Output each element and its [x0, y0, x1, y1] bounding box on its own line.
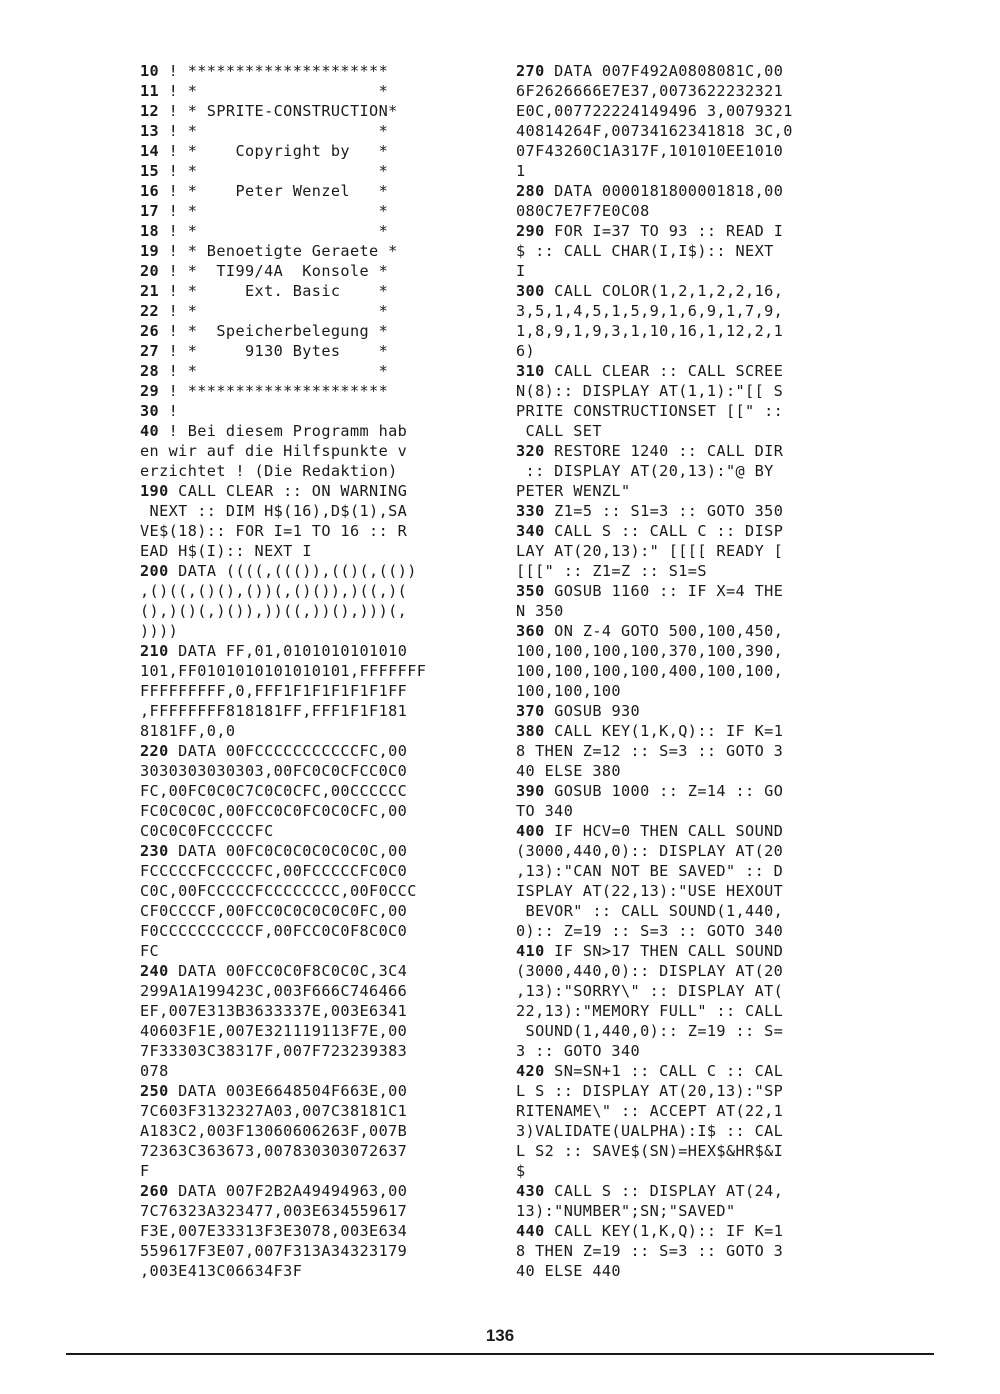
code-line	[140, 421, 485, 441]
code-text: PETER WENZL"	[516, 482, 631, 500]
code-line	[516, 621, 861, 641]
code-text: DATA 007F492A0808081C,00	[544, 62, 784, 80]
code-line	[516, 1221, 861, 1241]
code-text: ! * *	[159, 362, 389, 380]
code-text: RITENAME\" :: ACCEPT AT(22,1	[516, 1102, 784, 1120]
code-line	[516, 301, 861, 321]
code-text: ! Bei diesem Programm hab	[159, 422, 408, 440]
code-line	[516, 1101, 861, 1121]
code-line	[516, 861, 861, 881]
line-number: 11	[140, 82, 160, 100]
code-text: (),)()(,)()),))((,))(),)))(,	[140, 602, 408, 620]
code-line	[516, 581, 861, 601]
code-line	[516, 541, 861, 561]
code-line	[140, 401, 485, 421]
code-line	[140, 1081, 485, 1101]
code-line	[140, 1021, 485, 1041]
code-text: ! * Peter Wenzel *	[159, 182, 389, 200]
code-text: [[[" :: Z1=Z :: S1=S	[516, 562, 707, 580]
code-line	[516, 1061, 861, 1081]
code-text: 40 ELSE 380	[516, 762, 621, 780]
code-text: 72363C363673,007830303072637	[140, 1142, 408, 1160]
line-number: 250	[140, 1082, 169, 1100]
code-text: $ :: CALL CHAR(I,I$):: NEXT	[516, 242, 774, 260]
line-number: 29	[140, 382, 160, 400]
line-number: 310	[516, 362, 545, 380]
code-line	[140, 201, 485, 221]
code-text: CALL SET	[516, 422, 602, 440]
code-line	[140, 701, 485, 721]
code-text: DATA 00FCCCCCCCCCCCFC,00	[168, 742, 408, 760]
code-line	[516, 481, 861, 501]
code-line	[140, 301, 485, 321]
code-text: FC,00FC0C0C7C0C0CFC,00CCCCCC	[140, 782, 408, 800]
code-line	[140, 1001, 485, 1021]
code-text: FFFFFFFFF,0,FFF1F1F1F1F1F1FF	[140, 682, 408, 700]
code-text: DATA 0000181800001818,00	[544, 182, 784, 200]
code-line	[140, 861, 485, 881]
code-text: F	[140, 1162, 150, 1180]
line-number: 40	[140, 422, 160, 440]
code-text: ON Z-4 GOTO 500,100,450,	[544, 622, 784, 640]
code-text: FC0C0C0C,00FCC0C0FC0C0CFC,00	[140, 802, 408, 820]
code-line	[140, 1181, 485, 1201]
code-line	[516, 961, 861, 981]
code-line	[140, 341, 485, 361]
code-line	[140, 561, 485, 581]
line-number: 21	[140, 282, 160, 300]
code-line	[516, 1261, 861, 1281]
line-number: 320	[516, 442, 545, 460]
line-number: 270	[516, 62, 545, 80]
code-line	[516, 1161, 861, 1181]
code-line	[516, 761, 861, 781]
code-text: DATA 007F2B2A49494963,00	[168, 1182, 408, 1200]
code-line	[516, 981, 861, 1001]
line-number: 12	[140, 102, 160, 120]
line-number: 210	[140, 642, 169, 660]
code-line	[516, 681, 861, 701]
code-text: 6)	[516, 342, 536, 360]
code-text: CALL CLEAR :: CALL SCREE	[544, 362, 784, 380]
code-text: ! * *	[159, 162, 389, 180]
code-text: ! * Speicherbelegung *	[159, 322, 389, 340]
code-text: ISPLAY AT(22,13):"USE HEXOUT	[516, 882, 784, 900]
code-text: BEVOR" :: CALL SOUND(1,440,	[516, 902, 784, 920]
code-text: (3000,440,0):: DISPLAY AT(20	[516, 842, 784, 860]
code-line	[516, 1041, 861, 1061]
code-text: GOSUB 1160 :: IF X=4 THE	[544, 582, 784, 600]
code-line	[140, 521, 485, 541]
code-text: 40603F1E,007E321119113F7E,00	[140, 1022, 408, 1040]
code-text: I	[516, 262, 526, 280]
code-text: FC	[140, 942, 160, 960]
code-line	[140, 821, 485, 841]
code-line	[140, 481, 485, 501]
code-line	[140, 101, 485, 121]
code-text: CF0CCCCF,00FCC0C0C0C0C0FC,00	[140, 902, 408, 920]
code-line	[140, 1261, 485, 1281]
code-text: ! * Ext. Basic *	[159, 282, 389, 300]
code-line	[140, 921, 485, 941]
code-line	[140, 541, 485, 561]
code-line	[516, 701, 861, 721]
code-line	[140, 381, 485, 401]
code-text: 07F43260C1A317F,101010EE1010	[516, 142, 784, 160]
code-text: 078	[140, 1062, 169, 1080]
code-line	[516, 821, 861, 841]
code-text: ! * Copyright by *	[159, 142, 389, 160]
code-text: DATA 00FC0C0C0C0C0C0C,00	[168, 842, 408, 860]
code-line	[140, 61, 485, 81]
code-text: ! * *	[159, 82, 389, 100]
code-text: Z1=5 :: S1=3 :: GOTO 350	[544, 502, 784, 520]
code-text: ! * Benoetigte Geraete *	[159, 242, 398, 260]
code-text: 3 :: GOTO 340	[516, 1042, 641, 1060]
code-line	[516, 1241, 861, 1261]
code-text: LAY AT(20,13):" [[[[ READY [	[516, 542, 784, 560]
line-number: 410	[516, 942, 545, 960]
code-text: ! * SPRITE-CONSTRUCTION*	[159, 102, 398, 120]
code-text: ! * *	[159, 222, 389, 240]
line-number: 420	[516, 1062, 545, 1080]
code-text: 7C76323A323477,003E634559617	[140, 1202, 408, 1220]
line-number: 190	[140, 482, 169, 500]
code-line	[140, 1101, 485, 1121]
code-line	[516, 81, 861, 101]
code-text: PRITE CONSTRUCTIONSET [[" ::	[516, 402, 784, 420]
code-text: 7C603F3132327A03,007C38181C1	[140, 1102, 408, 1120]
code-text: ! * *	[159, 122, 389, 140]
code-text: L S :: DISPLAY AT(20,13):"SP	[516, 1082, 784, 1100]
code-line	[516, 201, 861, 221]
code-line	[516, 1121, 861, 1141]
code-text: DATA ((((,((()),(()(,(())	[168, 562, 417, 580]
line-number: 200	[140, 562, 169, 580]
code-line	[140, 461, 485, 481]
code-text: 1,8,9,1,9,3,1,10,16,1,12,2,1	[516, 322, 784, 340]
code-line	[140, 1201, 485, 1221]
code-text: ! * 9130 Bytes *	[159, 342, 389, 360]
code-line	[140, 1121, 485, 1141]
code-line	[516, 181, 861, 201]
code-line	[516, 241, 861, 261]
code-line	[140, 261, 485, 281]
code-text: 100,100,100,100,400,100,100,	[516, 662, 784, 680]
code-line	[140, 841, 485, 861]
line-number: 22	[140, 302, 160, 320]
line-number: 10	[140, 62, 160, 80]
code-text: NEXT :: DIM H$(16),D$(1),SA	[140, 502, 408, 520]
line-number: 340	[516, 522, 545, 540]
code-line	[140, 1241, 485, 1261]
code-line	[140, 141, 485, 161]
code-text: C0C,00FCCCCCFCCCCCCCC,00F0CCC	[140, 882, 417, 900]
code-text: TO 340	[516, 802, 574, 820]
line-number: 30	[140, 402, 160, 420]
code-text: DATA FF,01,0101010101010	[168, 642, 408, 660]
code-line	[516, 901, 861, 921]
footer-rule	[66, 1353, 934, 1355]
code-text: 299A1A199423C,003F666C746466	[140, 982, 408, 1000]
code-text: 559617F3E07,007F313A34323179	[140, 1242, 408, 1260]
code-line	[516, 141, 861, 161]
code-text: :: DISPLAY AT(20,13):"@ BY	[516, 462, 774, 480]
code-line	[140, 721, 485, 741]
code-line	[140, 941, 485, 961]
code-line	[140, 601, 485, 621]
code-text: 7F33303C38317F,007F723239383	[140, 1042, 408, 1060]
code-line	[516, 641, 861, 661]
code-line	[516, 1001, 861, 1021]
line-number: 370	[516, 702, 545, 720]
code-text: ! *********************	[159, 62, 389, 80]
code-text: ! * *	[159, 302, 389, 320]
code-text: 6F2626666E7E37,0073622232321	[516, 82, 784, 100]
listing-left-column	[140, 61, 485, 1281]
code-line	[516, 381, 861, 401]
code-line	[140, 761, 485, 781]
line-number: 27	[140, 342, 160, 360]
code-text: ,13):"CAN NOT BE SAVED" :: D	[516, 862, 784, 880]
code-text: ! *********************	[159, 382, 389, 400]
code-text: A183C2,003F13060606263F,007B	[140, 1122, 408, 1140]
code-line	[516, 881, 861, 901]
code-line	[140, 81, 485, 101]
line-number: 26	[140, 322, 160, 340]
code-line	[140, 741, 485, 761]
line-number: 440	[516, 1222, 545, 1240]
code-line	[516, 221, 861, 241]
code-text: N 350	[516, 602, 564, 620]
code-line	[516, 321, 861, 341]
code-text: 40814264F,00734162341818 3C,0	[516, 122, 793, 140]
code-text: CALL S :: CALL C :: DISP	[544, 522, 784, 540]
code-line	[516, 261, 861, 281]
code-text: CALL KEY(1,K,Q):: IF K=1	[544, 722, 784, 740]
line-number: 240	[140, 962, 169, 980]
code-text: CALL COLOR(1,2,1,2,2,16,	[544, 282, 784, 300]
line-number: 13	[140, 122, 160, 140]
code-line	[516, 941, 861, 961]
line-number: 14	[140, 142, 160, 160]
code-text: ,()((,()(),())(,()()),)((,)(	[140, 582, 408, 600]
line-number: 430	[516, 1182, 545, 1200]
code-text: 8 THEN Z=12 :: S=3 :: GOTO 3	[516, 742, 784, 760]
code-line	[516, 1181, 861, 1201]
code-text: ,FFFFFFFF818181FF,FFF1F1F181	[140, 702, 408, 720]
line-number: 390	[516, 782, 545, 800]
code-line	[140, 581, 485, 601]
line-number: 20	[140, 262, 160, 280]
line-number: 280	[516, 182, 545, 200]
code-line	[140, 801, 485, 821]
line-number: 260	[140, 1182, 169, 1200]
code-text: EAD H$(I):: NEXT I	[140, 542, 312, 560]
line-number: 230	[140, 842, 169, 860]
code-text: E0C,007722224149496 3,0079321	[516, 102, 793, 120]
code-line	[140, 321, 485, 341]
code-text: CALL KEY(1,K,Q):: IF K=1	[544, 1222, 784, 1240]
listing-right-column	[516, 61, 861, 1281]
code-line	[516, 361, 861, 381]
line-number: 360	[516, 622, 545, 640]
code-line	[516, 561, 861, 581]
code-line	[516, 1141, 861, 1161]
code-text: 8181FF,0,0	[140, 722, 236, 740]
code-line	[516, 1201, 861, 1221]
code-text: GOSUB 930	[544, 702, 641, 720]
code-line	[140, 901, 485, 921]
code-text: IF SN>17 THEN CALL SOUND	[544, 942, 784, 960]
code-line	[516, 781, 861, 801]
code-line	[140, 1141, 485, 1161]
code-line	[140, 621, 485, 641]
code-line	[516, 841, 861, 861]
code-text: ! * *	[159, 202, 389, 220]
code-text: 13):"NUMBER";SN;"SAVED"	[516, 1202, 736, 1220]
code-line	[140, 121, 485, 141]
code-text: ))))	[140, 622, 179, 640]
code-line	[140, 881, 485, 901]
code-text: erzichtet ! (Die Redaktion)	[140, 462, 398, 480]
code-text: IF HCV=0 THEN CALL SOUND	[544, 822, 784, 840]
code-text: 101,FF0101010101010101,FFFFFFF	[140, 662, 427, 680]
line-number: 380	[516, 722, 545, 740]
code-line	[516, 101, 861, 121]
code-line	[516, 61, 861, 81]
code-line	[140, 501, 485, 521]
code-text: DATA 00FCC0C0F8C0C0C,3C4	[168, 962, 408, 980]
code-line	[516, 501, 861, 521]
code-text: RESTORE 1240 :: CALL DIR	[544, 442, 784, 460]
code-text: (3000,440,0):: DISPLAY AT(20	[516, 962, 784, 980]
code-line	[140, 681, 485, 701]
code-text: $	[516, 1162, 526, 1180]
line-number: 28	[140, 362, 160, 380]
code-line	[516, 1021, 861, 1041]
code-text: en wir auf die Hilfspunkte v	[140, 442, 408, 460]
code-line	[516, 1081, 861, 1101]
code-text: FCCCCCFCCCCCFC,00FCCCCCFC0C0	[140, 862, 408, 880]
code-text: ,13):"SORRY\" :: DISPLAY AT(	[516, 982, 784, 1000]
code-line	[516, 421, 861, 441]
code-line	[516, 121, 861, 141]
code-text: VE$(18):: FOR I=1 TO 16 :: R	[140, 522, 408, 540]
line-number: 400	[516, 822, 545, 840]
code-text: FOR I=37 TO 93 :: READ I	[544, 222, 784, 240]
code-text: !	[159, 402, 179, 420]
code-text: C0C0C0FCCCCCFC	[140, 822, 274, 840]
code-line	[140, 161, 485, 181]
code-text: 100,100,100,100,370,100,390,	[516, 642, 784, 660]
code-text: ,003E413C06634F3F	[140, 1262, 303, 1280]
line-number: 19	[140, 242, 160, 260]
code-line	[516, 921, 861, 941]
code-text: ! * TI99/4A Konsole *	[159, 262, 389, 280]
code-line	[516, 521, 861, 541]
code-text: SOUND(1,440,0):: Z=19 :: S=	[516, 1022, 784, 1040]
code-line	[140, 181, 485, 201]
code-line	[516, 741, 861, 761]
code-text: GOSUB 1000 :: Z=14 :: GO	[544, 782, 784, 800]
line-number: 350	[516, 582, 545, 600]
code-text: N(8):: DISPLAY AT(1,1):"[[ S	[516, 382, 784, 400]
line-number: 290	[516, 222, 545, 240]
code-line	[516, 601, 861, 621]
code-line	[140, 361, 485, 381]
page-number: 136	[485, 1326, 515, 1345]
code-line	[140, 661, 485, 681]
code-line	[140, 281, 485, 301]
code-line	[140, 1221, 485, 1241]
code-line	[140, 1041, 485, 1061]
code-line	[516, 401, 861, 421]
code-text: 22,13):"MEMORY FULL" :: CALL	[516, 1002, 784, 1020]
code-line	[140, 961, 485, 981]
line-number: 220	[140, 742, 169, 760]
code-text: SN=SN+1 :: CALL C :: CAL	[544, 1062, 784, 1080]
line-number: 15	[140, 162, 160, 180]
code-line	[140, 1161, 485, 1181]
code-text: 100,100,100	[516, 682, 621, 700]
code-text: 3)VALIDATE(UALPHA):I$ :: CAL	[516, 1122, 784, 1140]
code-line	[516, 281, 861, 301]
code-line	[140, 981, 485, 1001]
code-line	[140, 221, 485, 241]
code-line	[140, 641, 485, 661]
line-number: 300	[516, 282, 545, 300]
code-text: EF,007E313B3633337E,003E6341	[140, 1002, 408, 1020]
code-text: 3,5,1,4,5,1,5,9,1,6,9,1,7,9,	[516, 302, 784, 320]
code-text: 3030303030303,00FC0C0CFCC0C0	[140, 762, 408, 780]
code-line	[140, 441, 485, 461]
code-line	[516, 721, 861, 741]
code-text: 40 ELSE 440	[516, 1262, 621, 1280]
code-text: DATA 003E6648504F663E,00	[168, 1082, 408, 1100]
code-line	[140, 1061, 485, 1081]
code-line	[516, 461, 861, 481]
line-number: 330	[516, 502, 545, 520]
code-line	[140, 241, 485, 261]
line-number: 16	[140, 182, 160, 200]
code-text: CALL S :: DISPLAY AT(24,	[544, 1182, 784, 1200]
code-text: 8 THEN Z=19 :: S=3 :: GOTO 3	[516, 1242, 784, 1260]
code-text: 080C7E7F7E0C08	[516, 202, 650, 220]
code-line	[516, 161, 861, 181]
code-text: 0):: Z=19 :: S=3 :: GOTO 340	[516, 922, 784, 940]
code-text: CALL CLEAR :: ON WARNING	[168, 482, 408, 500]
code-line	[140, 781, 485, 801]
code-text: L S2 :: SAVE$(SN)=HEX$&HR$&I	[516, 1142, 784, 1160]
code-line	[516, 801, 861, 821]
code-text: F0CCCCCCCCCCF,00FCC0C0F8C0C0	[140, 922, 408, 940]
code-line	[516, 661, 861, 681]
line-number: 18	[140, 222, 160, 240]
line-number: 17	[140, 202, 160, 220]
code-text: 1	[516, 162, 526, 180]
code-text: F3E,007E33313F3E3078,003E634	[140, 1222, 408, 1240]
code-line	[516, 441, 861, 461]
code-line	[516, 341, 861, 361]
